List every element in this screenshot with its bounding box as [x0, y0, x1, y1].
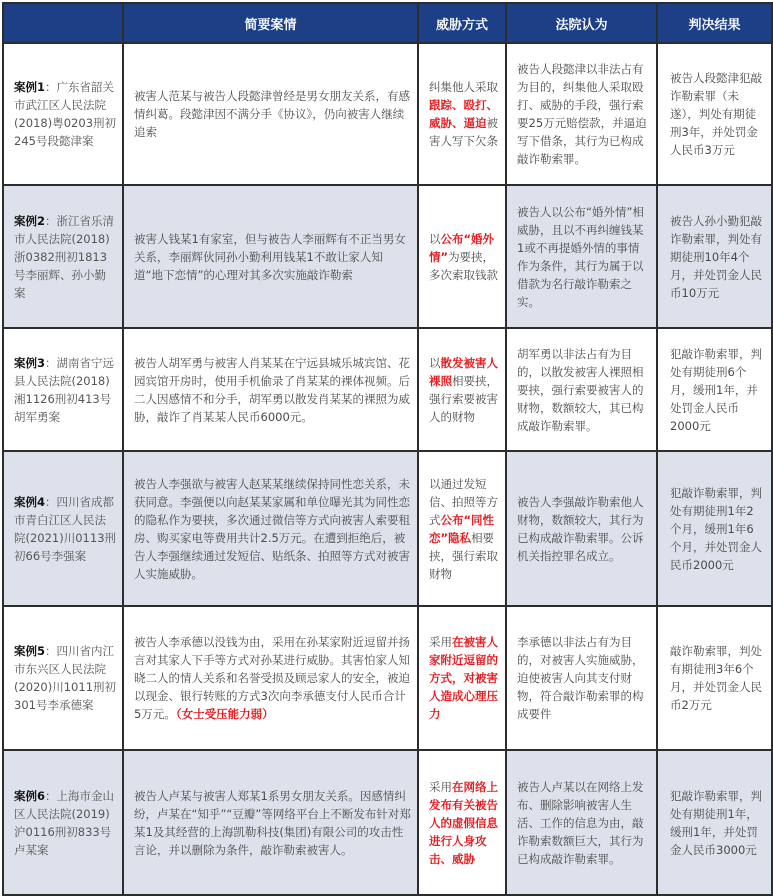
summary-cell	[123, 451, 418, 606]
case-label: 案例2	[14, 213, 46, 228]
header-blank	[3, 3, 123, 43]
case-summary: 被害人钱某1有家室，但与被告人李丽辉有不正当男女关系，李丽辉伙同孙小勤利用钱某1不敢让家人知道“地下恋情”的心理对其多次实施敲诈勒索	[134, 231, 406, 282]
threat-text: 相要挟，强行索要被害人的财物	[429, 373, 498, 424]
case-court: ：湖南省宁远县人民法院(2018)湘1126刑初413号胡军勇案	[14, 355, 115, 424]
threat-text: 相要挟，强行索取财物	[429, 530, 498, 581]
verdict: 被告人孙小勤犯敲诈勒索罪，判处有期徒刑10年4个月，并处罚金人民币10万元	[670, 213, 762, 300]
summary-cell	[123, 185, 418, 328]
case-summary: 被告人李强欲与被害人赵某某继续保持同性恋关系，未获同意。李强便以向赵某某家属和单位曝光其为同性恋的隐私作为要挟，多次通过微信等方式向被害人索要租房、购买家电等费用共计2.5万元。在遭到拒绝后，被告人李强继续通过发短信、贴纸条、拍照等方式对被害人实施威胁。	[134, 476, 410, 581]
case-cell	[3, 185, 123, 328]
verdict: 犯敲诈勒索罪，判处有期徒刑1年2个月，缓刑1年6个月，并处罚金人民币2000元	[670, 485, 762, 572]
court-opinion-cell	[506, 43, 657, 185]
verdict-cell	[657, 328, 772, 451]
threat-text: 采用	[429, 779, 452, 794]
case-row-1	[3, 43, 772, 185]
threat-cell	[418, 328, 506, 451]
verdict-cell	[657, 185, 772, 328]
threat-text: 纠集他人采取	[429, 80, 498, 94]
verdict-cell	[657, 606, 772, 750]
case-cell	[3, 750, 123, 895]
case-court: ：上海市金山区人民法院(2019)沪0116刑初833号卢某案	[14, 788, 115, 857]
header-summary: 简要案情	[123, 3, 418, 43]
verdict: 被告人段懿津犯敲诈勒索罪（未遂），判处有期徒刑3年，并处罚金人民币3万元	[670, 71, 762, 157]
summary-cell	[123, 750, 418, 895]
court-opinion: 胡军勇以非法占有为目的，以散发被害人裸照相要挟，强行索要被害人的财物，数额较大，其已构成敲诈勒索罪。	[517, 346, 644, 433]
threat-highlight: 跟踪、殴打、威胁、逼迫	[429, 98, 498, 130]
threat-text: 为要挟，多次索取钱款	[429, 249, 498, 282]
case-row-6	[3, 750, 772, 895]
case-summary: 被害人范某与被告人段懿津曾经是男女朋友关系，有感情纠葛。段懿津因不满分手《协议》，仍向被害人继续追索	[134, 89, 410, 139]
threat-highlight: 在被害人家附近逗留的方式，对被害人造成心理压力	[429, 635, 498, 721]
case-cell	[3, 606, 123, 750]
threat-text: 被害人写下欠条	[429, 116, 498, 148]
case-summary: 被告人卢某与被害人郑某1系男女朋友关系。因感情纠纷，卢某在“知乎”“豆瓣”等网络平台上不断发布针对郑某1及其经营的上海凯勒科技(集团)有限公司的攻击性言论，并以删除为条件，敲诈勒索被害人。	[134, 788, 411, 857]
case-row-2	[3, 185, 772, 328]
case-label: 案例6	[14, 788, 46, 803]
case-row-3	[3, 328, 772, 451]
case-row-5	[3, 606, 772, 750]
case-court: ：四川省内江市东兴区人民法院(2020)川1011刑初301号李承德案	[14, 644, 117, 712]
verdict: 敲诈勒索罪，判处有期徒刑3年6个月，并处罚金人民币2万元	[670, 644, 762, 712]
header-verdict: 判决结果	[657, 3, 772, 43]
header-row	[3, 3, 772, 43]
case-label: 案例4	[14, 494, 46, 509]
verdict-cell	[657, 43, 772, 185]
case-court: ：广东省韶关市武江区人民法院(2018)粤0203刑初245号段懿津案	[14, 80, 117, 148]
court-opinion: 被告人以公布“婚外情”相威胁，且以不再纠缠钱某1或不再提婚外情的事情作为条件，其行为属于以借款为名行敲诈勒索之实。	[517, 204, 644, 309]
summary-cell	[123, 43, 418, 185]
threat-text: 以	[429, 231, 441, 246]
case-row-4	[3, 451, 772, 606]
verdict: 犯敲诈勒索罪，判处有期徒刑1年，缓刑1年，并处罚金人民币3000元	[670, 788, 762, 857]
summary-note: （女士受压能力弱）	[175, 707, 274, 721]
header-threat: 威胁方式	[418, 3, 506, 43]
threat-highlight: 散发被害人裸照	[429, 355, 498, 388]
court-opinion-cell	[506, 185, 657, 328]
case-court: ：四川省成都市青白江区人民法院(2021)川0113刑初66号李强案	[14, 494, 117, 563]
case-summary: 被告人胡军勇与被害人肖某某在宁远县城乐城宾馆、花园宾馆开房时，使用手机偷录了肖某某的裸体视频。后二人因感情不和分手，胡军勇以散发肖某某的裸照为威胁，敲诈了肖某某人民币6000元。	[134, 355, 410, 424]
verdict: 犯敲诈勒索罪，判处有期徒刑6个月，缓刑1年，并处罚金人民币2000元	[670, 346, 762, 433]
threat-highlight: 公布“同性恋”隐私	[429, 512, 495, 545]
case-court: ：浙江省乐清市人民法院(2018)浙0382刑初1813号李丽辉、孙小勤案	[14, 213, 115, 300]
threat-text: 以通过发短信、拍照等方式	[429, 476, 498, 527]
court-opinion-cell	[506, 606, 657, 750]
threat-cell	[418, 451, 506, 606]
threat-cell	[418, 185, 506, 328]
threat-cell	[418, 43, 506, 185]
court-opinion-cell	[506, 451, 657, 606]
court-opinion: 李承德以非法占有为目的，对被害人实施威胁，迫使被害人向其支付财物，符合敲诈勒索罪的构成要件	[517, 635, 644, 721]
case-cell	[3, 451, 123, 606]
court-opinion: 被告人段懿津以非法占有为目的，纠集他人采取殴打、威胁的手段，强行索要25万元赔偿款，并逼迫写下借条，其行为已构成敲诈勒索罪。	[517, 62, 647, 166]
case-table	[2, 2, 773, 896]
summary-cell	[123, 328, 418, 451]
threat-highlight: 公布“婚外情”	[429, 231, 495, 264]
threat-cell	[418, 606, 506, 750]
verdict-cell	[657, 750, 772, 895]
court-opinion: 被告人卢某以在网络上发布、删除影响被害人生活、工作的信息为由，敲诈勒索数额巨大，其行为已构成敲诈勒索罪。	[517, 779, 644, 866]
case-label: 案例1	[14, 80, 46, 94]
threat-text: 以	[429, 355, 441, 370]
case-cell	[3, 43, 123, 185]
case-label: 案例3	[14, 355, 46, 370]
court-opinion: 被告人李强敲诈勒索他人财物，数额较大，其行为已构成敲诈勒索罪。公诉机关指控罪名成立。	[517, 494, 644, 563]
case-summary: 被告人李承德以没钱为由，采用在孙某家附近逗留并扬言对其家人下手等方式对孙某进行威胁。其害怕家人知晓二人的情人关系和名誉受损及顾忌家人的安全，被迫以现金、银行转账的方式3次向李承德支付人民币合计5万元。	[134, 635, 410, 721]
case-label: 案例5	[14, 644, 46, 658]
threat-highlight: 在网络上发布有关被告人的虚假信息进行人身攻击、威胁	[429, 779, 498, 866]
summary-cell	[123, 606, 418, 750]
case-cell	[3, 328, 123, 451]
verdict-cell	[657, 451, 772, 606]
court-opinion-cell	[506, 750, 657, 895]
header-court-opinion: 法院认为	[506, 3, 657, 43]
court-opinion-cell	[506, 328, 657, 451]
threat-text: 采用	[429, 635, 452, 649]
threat-cell	[418, 750, 506, 895]
